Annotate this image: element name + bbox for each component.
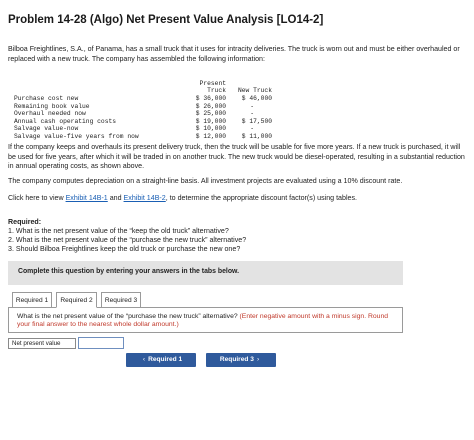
row-label: Remaining book value bbox=[14, 102, 90, 110]
present-value: $ 36,000 bbox=[195, 95, 226, 102]
tab-panel bbox=[8, 307, 403, 333]
new-value: $ 11,000 bbox=[241, 132, 272, 140]
exhibits-prefix: Click here to view bbox=[8, 194, 66, 202]
paragraph-depreciation: The company computes depreciation on a straight-line basis. All investment projects are evaluated using a 10% discount rate. bbox=[8, 177, 403, 185]
present-value: $ 19,000 bbox=[195, 117, 226, 125]
new-value: $ 17,500 bbox=[241, 117, 272, 125]
new-value: - bbox=[250, 102, 254, 110]
present-value: $ 10,000 bbox=[195, 125, 226, 132]
prev-required-button[interactable] bbox=[126, 353, 196, 367]
present-value: $ 25,000 bbox=[195, 110, 226, 117]
npv-label: Net present value bbox=[8, 338, 76, 349]
chevron-right-icon: › bbox=[256, 356, 260, 363]
required-item: 2. What is the net present value of the “purchase the new truck” alternative? bbox=[8, 235, 247, 244]
tab-required-2[interactable]: Required 2 bbox=[56, 292, 97, 308]
question-instructions: (Enter negative amount with a minus sign. Round your final answer to the nearest whole dollar amount.) bbox=[17, 313, 389, 329]
chevron-left-icon: ‹ bbox=[142, 356, 146, 363]
row-label: Annual cash operating costs bbox=[14, 117, 117, 125]
required-list bbox=[8, 227, 246, 254]
question-text bbox=[17, 313, 397, 330]
new-value: - bbox=[250, 125, 254, 132]
tab-required-1[interactable]: Required 1 bbox=[12, 292, 52, 308]
exhibits-suffix: , to determine the appropriate discount factor(s) using tables. bbox=[165, 194, 357, 202]
next-button-label: Required 3 bbox=[219, 356, 254, 363]
new-value: $ 46,000 bbox=[241, 95, 272, 102]
required-item: 1. What is the net present value of the “keep the old truck” alternative? bbox=[8, 227, 229, 235]
instructions-text: Complete this question by entering your answers in the tabs below. bbox=[18, 268, 240, 275]
col-header-present-line2: Truck bbox=[207, 87, 226, 95]
col-header-present-line1: Present bbox=[199, 80, 226, 87]
row-label: Salvage value-five years from now bbox=[14, 132, 139, 140]
new-value: - bbox=[250, 110, 254, 117]
instructions-banner bbox=[8, 261, 403, 285]
next-required-button[interactable] bbox=[206, 353, 276, 367]
page-title: Problem 14-28 (Algo) Net Present Value Analysis [LO14-2] bbox=[8, 14, 324, 26]
col-header-new: New Truck bbox=[237, 87, 272, 95]
row-label: Purchase cost new bbox=[14, 95, 79, 102]
exhibits-mid: and bbox=[107, 194, 124, 202]
npv-input[interactable] bbox=[78, 337, 124, 349]
paragraph-exhibits bbox=[8, 194, 466, 204]
required-heading: Required: bbox=[8, 218, 42, 226]
tab-required-3[interactable]: Required 3 bbox=[101, 292, 141, 308]
row-label: Salvage value-now bbox=[14, 125, 79, 132]
present-value: $ 12,000 bbox=[195, 132, 226, 140]
question-prompt: What is the net present value of the “purchase the new truck” alternative? bbox=[17, 313, 240, 320]
paragraph-usage: If the company keeps and overhauls its present delivery truck, then the truck will be usable for five more years. If a new truck is purchased, it will be used for five years, after which it will be traded in on another truck. The new truck would be diesel-operated, resulting in a substantial reduction in annual operating costs, as shown above. bbox=[8, 143, 465, 171]
intro-text: Bilboa Freightlines, S.A., of Panama, has a small truck that it uses for intracity deliveries. The truck is worn out and must be either overhauled or replaced with a new truck. The company has assembled the following information: bbox=[8, 45, 460, 63]
prev-button-label: Required 1 bbox=[148, 356, 183, 363]
col-header-present bbox=[182, 80, 226, 95]
exhibit-14b-2-link[interactable]: Exhibit 14B-2 bbox=[123, 194, 166, 202]
row-label: Overhaul needed now bbox=[14, 110, 86, 117]
present-value: $ 26,000 bbox=[195, 102, 226, 110]
required-item: 3. Should Bilboa Freightlines keep the old truck or purchase the new one? bbox=[8, 244, 241, 253]
exhibit-14b-1-link[interactable]: Exhibit 14B-1 bbox=[65, 194, 108, 202]
